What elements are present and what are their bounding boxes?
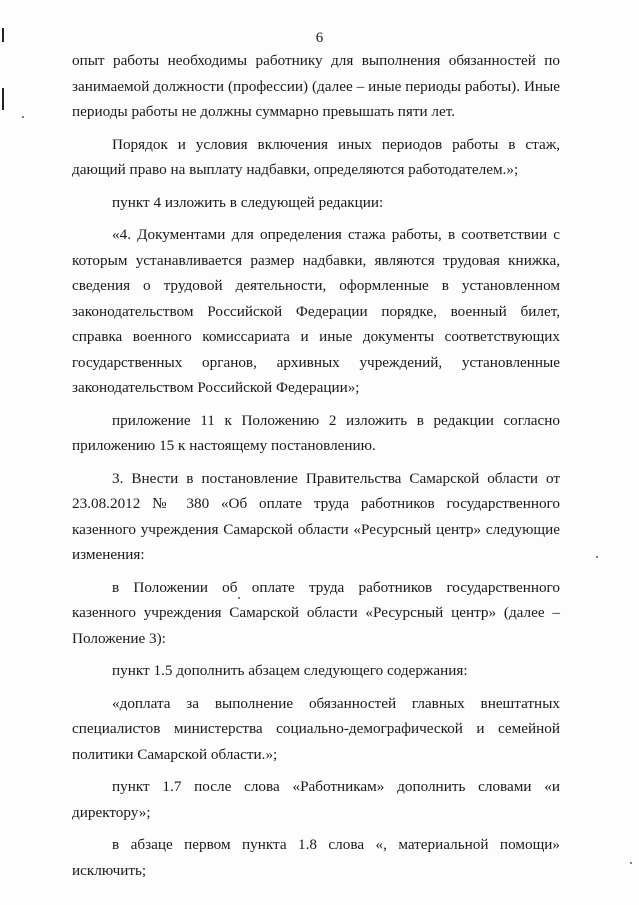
paragraph: пункт 4 изложить в следующей редакции: [112,193,384,211]
paragraph: пункт 1.5 дополнить абзацем следующего содержания: [112,662,468,679]
scan-edge-mark-middle [2,88,4,110]
paragraph-continuation: опыт работы необходимы работнику для выполнения обязанностей по занимаемой должности (профессии) (далее – иные периоды работы). Иные периоды работы не должны суммарно превышать пяти лет. [72,52,560,120]
page-number: 6 [315,30,324,46]
scan-dot [596,556,598,558]
scan-dot [22,116,24,118]
scan-dot [630,862,632,864]
paragraph: «4. Документами для определения стажа работы, в соответствии с которым устанавливается размер надбавки, являются трудовая книжка, сведения о трудовой деятельности, оформленные в установленном законодательством Российской Федерации порядке, военный билет, справка военного комиссариата и иные документы соответствующих государственных органов, архивных учреждений, установленные законодательством Российской Федерации»; [72,226,560,396]
paragraph: Порядок и условия включения иных периодов работы в стаж, дающий право на выплату надбавки, определяются работодателем.»; [72,135,560,178]
paragraph: приложение 11 к Положению 2 изложить в редакции согласно приложению 15 к настоящему постановлению. [72,411,560,454]
paragraph: 3. Внести в постановление Правительства Самарской области от 23.08.2012 № 380 «Об оплате труда работников государственного казенного учреждения Самарской области «Ресурсный центр» следующие изменения: [72,469,560,563]
paragraph: в Положении об оплате труда работников государственного казенного учреждения Самарской области «Ресурсный центр» (далее – Положение 3): [72,578,560,647]
paragraph: «доплата за выполнение обязанностей главных внештатных специалистов министерства социально-демографической и семейной политики Самарской области.»; [72,694,560,763]
paragraph: пункт 1.7 после слова «Работникам» дополнить словами «и директору»; [72,778,560,821]
document-body [72,48,560,890]
paragraph: в абзаце первом пункта 1.8 слова «, материальной помощи» исключить; [72,836,560,879]
